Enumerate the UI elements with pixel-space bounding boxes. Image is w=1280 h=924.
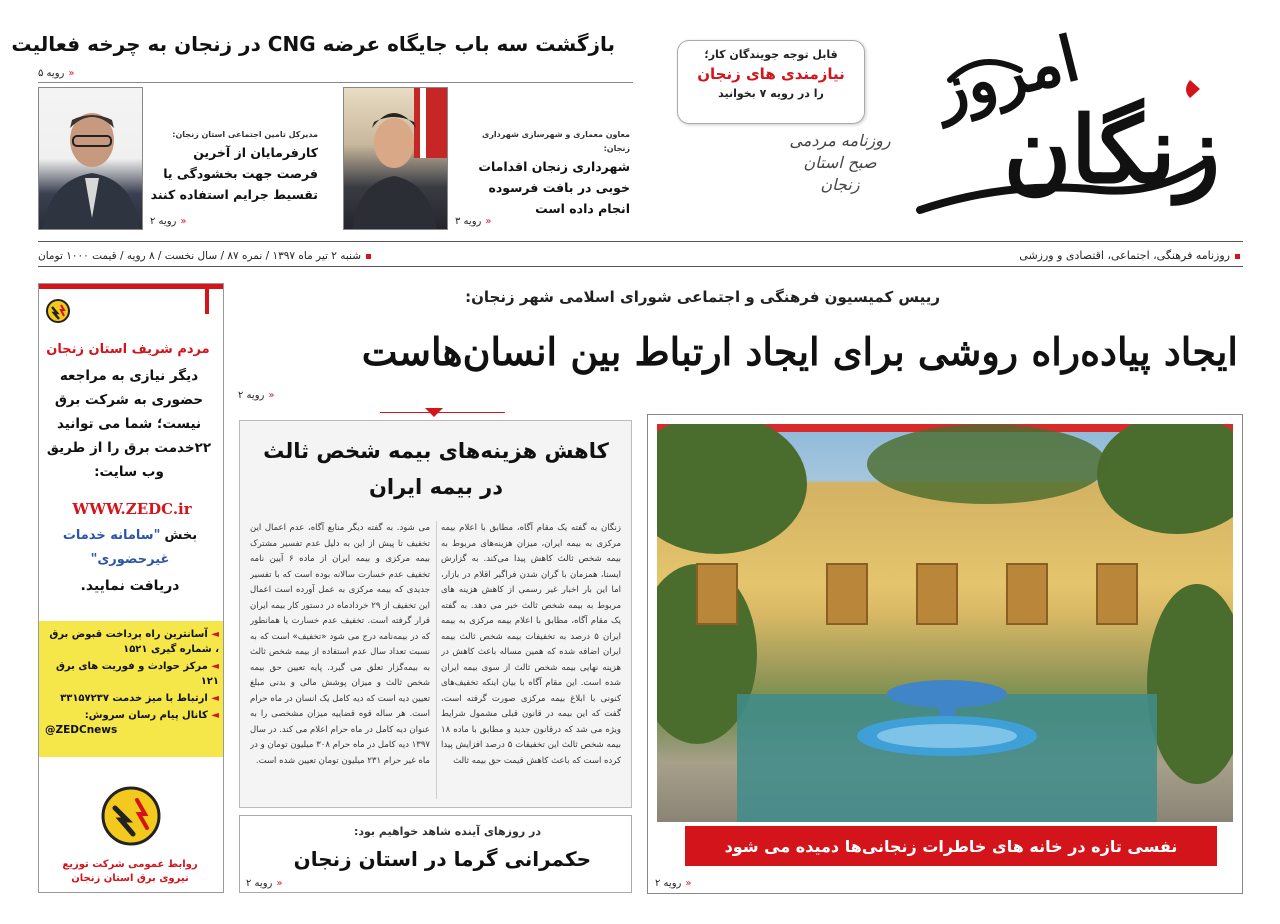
brief-2-ref[interactable] <box>150 216 186 227</box>
description-text: روزنامه فرهنگی، اجتماعی، اقتصادی و ورزشی <box>1019 249 1230 262</box>
bullet-icon <box>366 254 371 259</box>
top-headline-ref[interactable] <box>38 68 74 79</box>
brief-2[interactable] <box>150 128 318 205</box>
logo-sub-text: امروز <box>928 21 1087 128</box>
insurance-col-right: زنگان به گفته یک مقام آگاه، مطابق با اعلام بیمه مرکزی به بیمه ایران، میزان هزینه‌های مربوط به بیمه شخص ثالث کاهش پیدا می‌کند. به گزارش ایسنا، همزمان با گران شدن فراگیر اقلام در بازار، اما این بار اخبار غیر رسمی از کاهش هزینه های مربوط به بیمه شخص ثالث خبر می دهد. به گفته یک مقام آگاه، مطابق با اعلام بیمه مرکزی به بیمه ایران ۵ درصد به تخفیفات بیمه شخص ثالث بیمه ایران اضافه شده که همین مساله باعث کاهش در هزینه نهایی بیمه شخص ثالث از سوی بیمه ایران شده است. این مقام آگاه با بیان اینکه تخفیف‌های کنونی با ابلاغ بیمه مرکزی صورت گرفته است، گفت که این بیمه در قانون قبلی مشمول شرایط ویژه می شد که درقانون جدید و مطابق با ماده ۱۸ بیمه شخص ثالث این تخفیفات ۵ درصد افزایش پیدا کرده است که باعث کاهش قیمت حق بیمه ثالث <box>441 523 621 766</box>
chevron-icon: « <box>276 878 283 889</box>
heat-story[interactable] <box>239 815 632 893</box>
chevron-icon: « <box>180 216 187 227</box>
notice-box <box>677 40 865 124</box>
heat-ref[interactable] <box>246 878 282 889</box>
brief-1-ref[interactable] <box>455 216 491 227</box>
ad-side-stripe <box>205 284 209 314</box>
issue-info <box>38 248 371 264</box>
column-rule <box>436 521 437 799</box>
brief-1[interactable] <box>460 128 630 219</box>
brief-2-photo <box>38 87 143 230</box>
courtyard-illustration <box>657 424 1233 822</box>
heat-kicker: در روزهای آینده شاهد خواهیم بود: <box>353 825 541 838</box>
chevron-icon: « <box>68 68 75 79</box>
masthead-tagline <box>780 130 900 196</box>
triangle-bullet-icon: ◄ <box>211 661 219 672</box>
ad-service-1 <box>45 627 219 657</box>
masthead-logo <box>890 21 1230 230</box>
zedc-emblem-icon <box>99 784 163 848</box>
triangle-bullet-icon: ◄ <box>211 629 219 640</box>
page-ref: رویه ۲ <box>150 216 177 227</box>
triangle-bullet-icon: ◄ <box>211 710 219 721</box>
masthead-description <box>1019 248 1240 264</box>
notice-line-3: را در رویه ۷ بخوانید <box>718 87 824 100</box>
chevron-icon: « <box>268 390 275 401</box>
divider <box>38 82 633 83</box>
page-ref: رویه ۲ <box>655 878 682 889</box>
ad-footer-1: روابط عمومی شرکت توزیع <box>62 859 198 870</box>
triangle-bullet-icon: ◄ <box>211 693 219 704</box>
page-ref: رویه ۳ <box>455 216 482 227</box>
main-story-headline[interactable]: ایجاد پیاده‌راه روشی برای ایجاد ارتباط بین انسان‌هاست <box>361 329 1238 374</box>
ad-title: مردم شریف استان زنجان <box>46 342 210 357</box>
ad-service-text: آسانترین راه پرداخت قبوض برق ، شماره گیری ۱۵۲۱ <box>49 629 219 655</box>
page-ref: رویه ۲ <box>238 390 265 401</box>
chevron-icon: « <box>685 878 692 889</box>
zedc-logo-icon <box>45 298 71 324</box>
ad-footer-2: نیروی برق استان زنجان <box>71 873 189 884</box>
heat-headline: حکمرانی گرما در استان زنجان <box>293 847 591 871</box>
brief-2-kicker: مدیرکل تامین اجتماعی استان زنجان: <box>172 130 318 139</box>
page-ref: رویه ۵ <box>38 68 65 79</box>
masthead <box>660 20 1260 235</box>
main-story-ref[interactable] <box>238 390 274 401</box>
insurance-headline[interactable]: کاهش هزینه‌های بیمه شخص ثالث در بیمه ایران <box>263 439 609 499</box>
tagline-line-2: صبح استان <box>803 153 877 172</box>
notice-line-1: قابل توجه جویندگان کار؛ <box>704 48 838 61</box>
photo-story-image[interactable] <box>657 424 1233 822</box>
ad-website[interactable]: WWW.ZEDC.ir <box>72 500 192 518</box>
photo-caption[interactable]: نفسی تازه در خانه های خاطرات زنجانی‌ها دمیده می شود <box>724 836 1178 856</box>
triangle-icon <box>425 408 443 418</box>
ad-receive: دریافت نمایید. <box>80 578 180 594</box>
brief-1-text: شهرداری زنجان اقدامات خوبی در بافت فرسوده انجام داده است <box>478 159 630 216</box>
brief-2-text: کارفرمایان از آخرین فرصت جهت بخشودگی یا تقسیط جرایم استفاده کنند <box>150 145 318 202</box>
ad-section-prefix: بخش <box>164 528 198 543</box>
top-headline[interactable]: بازگشت سه باب جایگاه عرضه CNG در زنجان به چرخه فعالیت <box>11 32 615 56</box>
ad-panel[interactable] <box>38 283 224 893</box>
photo-caption-bar <box>685 826 1217 866</box>
ad-body: دیگر نیازی به مراجعه حضوری به شرکت برق نیست؛ شما می توانید ۲۲خدمت برق را از طریق وب سایت: <box>46 368 212 480</box>
notice-line-2: نیازمندی های زنجان <box>697 65 845 83</box>
bullet-icon <box>1235 254 1240 259</box>
insurance-col-left: می شود. به گفته دیگر منابع آگاه، عدم اعمال این تخفیف تا پیش از این به دلیل عدم تفسیر مشترک بیمه مرکزی و بیمه ایران از ماده ۶ آیین نامه تخفیف عدم خسارت سالانه بوده است که با تفسیر جدیدی که بیمه مرکزی به عمل آورده است اعمال این تخفیف از ۲۹ خردادماه در دستور کار بیمه ایران قرار گرفته است. تخفیف عدم خسارت یا همانطور که در بیمه‌نامه درج می شود «تخفیف» است که به نسبت تعداد سال عدم استفاده از بیمه شخص ثالث به بیمه‌گزار تعلق می گیرد. پایه تعیین حق بیمه شخص ثالث و میزان پوشش مالی و بدنی مبلغ تعیین دیه است که دیه کامل یک انسان در ماه حرام است. هر ساله قوه قضاییه میزان مشخصی را به عنوان دیه کامل در ماه حرام اعلام می کند. در سال ۱۳۹۷ دیه کامل در ماه حرام ۳۰۸ میلیون تومان و در ماه غیر حرام ۲۳۱ میلیون تومان تعیین شده است. <box>250 523 430 766</box>
brief-1-photo <box>343 87 448 230</box>
ad-section <box>47 524 213 572</box>
chevron-icon: « <box>485 216 492 227</box>
tagline-line-1: روزنامه مردمی <box>789 131 891 150</box>
ad-service-4 <box>45 708 219 723</box>
divider <box>38 266 1243 267</box>
page-ref: رویه ۲ <box>246 878 273 889</box>
ad-services-box <box>39 621 224 757</box>
ad-service-text: مرکز حوادث و فوریت های برق ۱۲۱ <box>55 661 219 687</box>
issue-text: شنبه ۲ تیر ماه ۱۳۹۷ / نمره ۸۷ / سال نخست / ۸ رویه / قیمت ۱۰۰۰ تومان <box>38 250 362 262</box>
portrait-icon <box>343 88 447 230</box>
divider <box>38 241 1243 242</box>
ad-service-text: ارتباط با میز خدمت ۳۳۱۵۷۲۳۷ <box>60 693 208 704</box>
ad-service-3 <box>45 691 219 706</box>
tagline-line-3: زنجان <box>820 175 860 194</box>
main-story-kicker: رییس کمیسیون فرهنگی و اجتماعی شورای اسلامی شهر زنجان: <box>465 288 940 306</box>
logo-main-text: زنگان <box>1003 96 1220 204</box>
ad-channel[interactable]: @ZEDCnews <box>45 724 118 736</box>
portrait-icon <box>38 88 142 230</box>
ad-top-bar <box>39 284 224 289</box>
photo-story-ref[interactable] <box>655 878 691 889</box>
ad-section-name: "سامانه خدمات غیرحضوری" <box>62 528 170 567</box>
insurance-story <box>239 420 632 808</box>
ad-service-text: کانال پیام رسان سروش: <box>84 710 208 721</box>
brief-1-kicker: معاون معماری و شهرسازی شهرداری زنجان: <box>481 130 630 153</box>
ad-service-2 <box>45 659 219 689</box>
